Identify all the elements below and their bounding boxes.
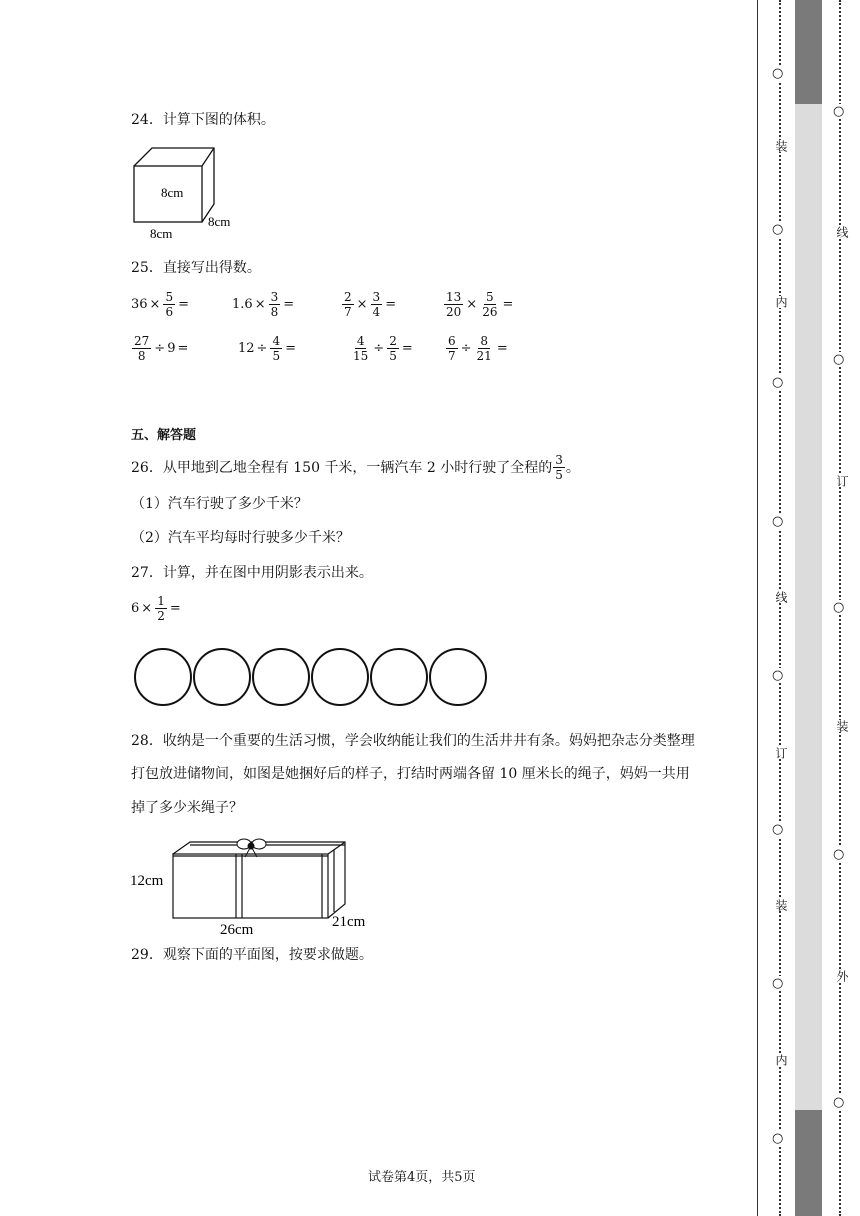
- outer-circle-4: ○: [833, 847, 845, 862]
- q26-sub2: （2）汽车平均每时行驶多少千米？: [131, 530, 350, 546]
- gray-band-bottom: [795, 1110, 822, 1216]
- inner-label-zhuang-2: 装: [774, 899, 788, 911]
- q28-line3: 掉了多少米绳子？: [131, 800, 243, 816]
- circle-5: [371, 649, 427, 705]
- inner-cut-line: [779, 0, 781, 1216]
- circles-figure: [131, 646, 491, 708]
- q27-expression: 6 × $\frac{1}{2}$ =: [131, 594, 181, 623]
- inner-circle-6: ○: [772, 822, 784, 837]
- q25-item-4: $\frac{13}{20}$ × $\frac{5}{26}$ =: [446, 290, 514, 319]
- q25-item-1: 36 × $\frac{5}{6}$ =: [131, 290, 189, 319]
- outer-circle-1: ○: [833, 104, 845, 119]
- inner-circle-2: ○: [772, 222, 784, 237]
- inner-label-ding: 订: [774, 747, 788, 759]
- inner-label-xian: 线: [774, 591, 788, 603]
- q28-line1: 28．收纳是一个重要的生活习惯，学会收纳能让我们的生活井井有条。妈妈把杂志分类整理: [131, 733, 695, 749]
- q26-text: 26．从甲地到乙地全程有 150 千米，一辆汽车 2 小时行驶了全程的 $\frac{3}{5}$ 。: [131, 453, 580, 482]
- page-footer: 试卷第4页，共5页: [368, 1170, 476, 1185]
- outer-label-zhuang: 装: [835, 720, 849, 732]
- cube-height-label: 8cm: [161, 185, 184, 200]
- q25-item-8: $\frac{6}{7}$ ÷ $\frac{8}{21}$ =: [448, 334, 508, 363]
- outer-circle-2: ○: [833, 352, 845, 367]
- outer-circle-3: ○: [833, 600, 845, 615]
- cube-depth-label: 8cm: [208, 214, 231, 229]
- package-width-label: 21cm: [332, 914, 366, 930]
- q26-sub1: （1）汽车行驶了多少千米？: [131, 496, 308, 512]
- inner-label-zhuang-1: 装: [774, 140, 788, 152]
- binding-strip: [757, 0, 860, 1216]
- inner-circle-7: ○: [772, 976, 784, 991]
- q25-item-2: 1.6 × $\frac{3}{8}$ =: [232, 290, 295, 319]
- q28-line2: 打包放进储物间，如图是她捆好后的样子，打结时两端各留 10 厘米长的绳子，妈妈一共用: [131, 766, 690, 782]
- package-length-label: 26cm: [220, 922, 254, 938]
- cube-figure: [128, 142, 248, 242]
- q24-text: 24．计算下图的体积。: [131, 112, 275, 128]
- q25-item-5: $\frac{27}{8}$ ÷ 9 =: [134, 334, 189, 363]
- inner-circle-4: ○: [772, 514, 784, 529]
- q25-item-7: $\frac{4}{15}$ ÷ $\frac{2}{5}$ =: [353, 334, 413, 363]
- package-height-label: 12cm: [130, 873, 164, 889]
- outer-label-ding: 订: [835, 475, 849, 487]
- inner-label-nei-2: 内: [774, 1054, 788, 1066]
- q29-text: 29．观察下面的平面图，按要求做题。: [131, 947, 373, 963]
- q25-item-3: $\frac{2}{7}$ × $\frac{3}{4}$ =: [344, 290, 397, 319]
- q25-item-6: 12 ÷ $\frac{4}{5}$ =: [238, 334, 296, 363]
- inner-circle-5: ○: [772, 668, 784, 683]
- inner-label-nei-1: 内: [774, 296, 788, 308]
- gray-band: [795, 0, 822, 1216]
- outer-circle-5: ○: [833, 1095, 845, 1110]
- circle-4: [312, 649, 368, 705]
- q25-text: 25．直接写出得数。: [131, 260, 261, 276]
- q27-text: 27．计算，并在图中用阴影表示出来。: [131, 565, 373, 581]
- inner-circle-3: ○: [772, 375, 784, 390]
- circle-6: [430, 649, 486, 705]
- circle-1: [135, 649, 191, 705]
- circle-3: [253, 649, 309, 705]
- outer-label-wai: 外: [835, 970, 849, 982]
- inner-circle-8: ○: [772, 1131, 784, 1146]
- cube-width-label: 8cm: [150, 226, 173, 241]
- circle-2: [194, 649, 250, 705]
- gray-band-top: [795, 0, 822, 104]
- package-figure: [128, 832, 388, 942]
- outer-label-xian: 线: [835, 226, 849, 238]
- inner-circle-1: ○: [772, 66, 784, 81]
- section-heading: 五、解答题: [131, 428, 197, 443]
